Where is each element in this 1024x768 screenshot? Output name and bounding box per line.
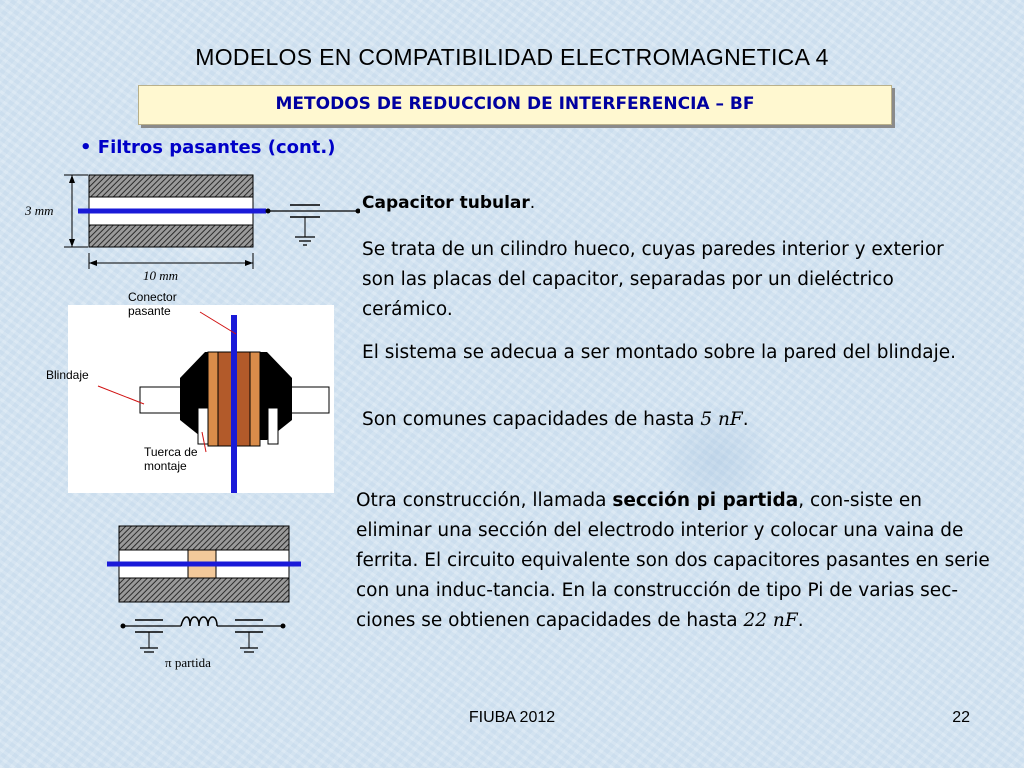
label-blindaje: Blindaje <box>46 368 89 382</box>
page-number: 22 <box>952 709 970 726</box>
cap-title-text: Capacitor tubular <box>362 193 530 213</box>
p4-mid: , con-siste en eliminar una sección del electrodo interior y colocar una vaina de ferrita. El circuito equivalente son dos capacitores pasantes en serie con una induc-tancia. En la construcción de tipo Pi de varias sec-ciones se obtienen capacidades de hasta <box>356 490 990 631</box>
tubular-capacitor-figure <box>20 165 360 285</box>
inductor-symbol <box>181 617 217 626</box>
cap-title-dot: . <box>529 193 536 213</box>
paragraph-description: Se trata de un cilindro hueco, cuyas paredes interior y exterior son las placas del capacitor, separadas por un dieléctrico cerámico. <box>362 239 944 320</box>
slide-subtitle: METODOS DE REDUCCION DE INTERFERENCIA – BF <box>275 94 755 114</box>
p4-bold: sección pi partida <box>612 490 799 511</box>
p3-post: . <box>742 409 749 430</box>
label-conector-pasante: Conector pasante <box>128 290 177 318</box>
slide-title: MODELOS EN COMPATIBILIDAD ELECTROMAGNETICA 4 <box>195 44 829 70</box>
p4-value: 22 nF <box>743 610 798 631</box>
p3-pre: Son comunes capacidades de hasta <box>362 409 701 430</box>
bullet-heading: • Filtros pasantes (cont.) <box>80 137 336 158</box>
outer-plate-top <box>89 175 253 197</box>
paragraph-pi-split <box>356 486 996 636</box>
p3-value: 5 nF <box>700 409 743 430</box>
label-tuerca-montaje: Tuerca de montaje <box>144 445 198 473</box>
p4-post: . <box>797 610 804 631</box>
height-dimension-label: 3 mm <box>25 203 54 218</box>
outer-plate-bottom <box>89 225 253 247</box>
p4-pre: Otra construcción, llamada <box>356 490 613 511</box>
paragraph-mounting: El sistema se adecua a ser montado sobre la pared del blindaje. <box>362 342 956 363</box>
capacitor-tubular-title <box>362 193 535 213</box>
label-pi-partida: π partida <box>165 655 211 670</box>
paragraph-capacity <box>362 405 982 435</box>
subtitle-box <box>138 85 892 125</box>
length-dimension-label: 10 mm <box>143 268 179 283</box>
pi-split-figure <box>105 518 305 678</box>
footer-institution: FIUBA 2012 <box>468 709 556 726</box>
